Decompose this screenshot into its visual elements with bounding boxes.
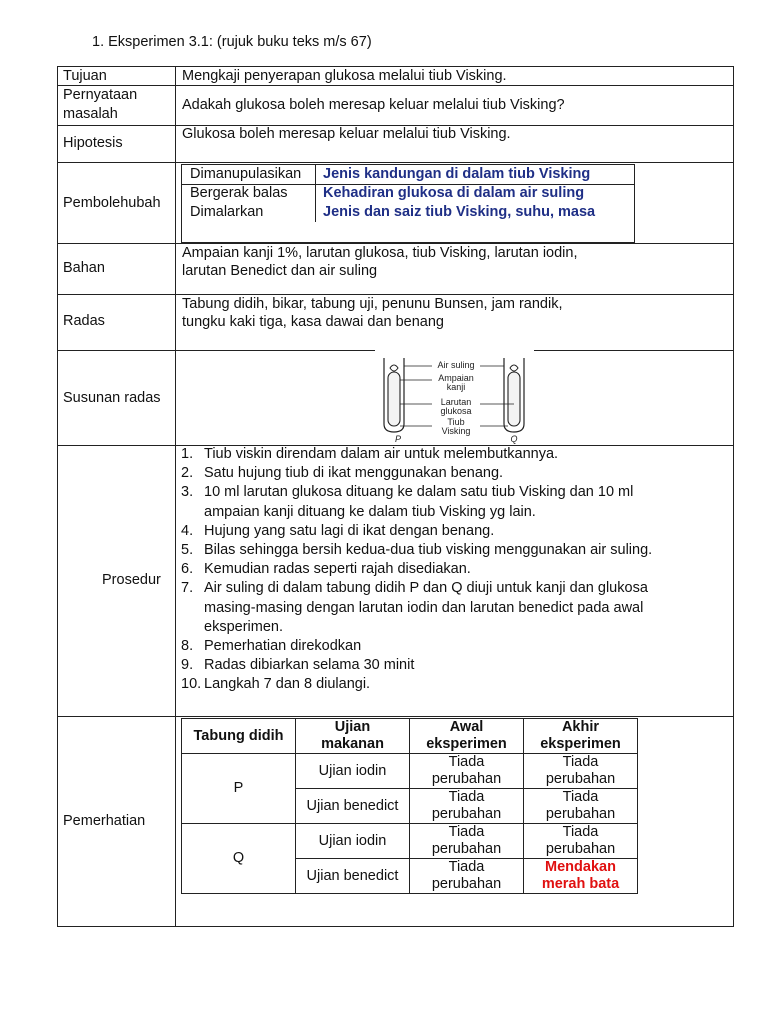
- test-cell: Ujian iodin: [296, 824, 410, 859]
- bahan-line-1: Ampaian kanji 1%, larutan glukosa, tiub Visking, larutan iodin,: [182, 245, 578, 261]
- variable-key: Dimalarkan: [190, 204, 264, 220]
- variable-key: Dimanupulasikan: [190, 166, 302, 182]
- radas-label: Radas: [63, 313, 105, 329]
- pernyataan-text: Adakah glukosa boleh meresap keluar melalui tiub Visking?: [182, 97, 565, 113]
- procedure-step: [181, 637, 701, 656]
- apparatus-diagram: [372, 348, 536, 444]
- procedure-step: [181, 483, 701, 521]
- test-cell: Ujian benedict: [296, 789, 410, 824]
- tube-label-q: Q: [510, 434, 518, 444]
- awal-cell: Tiada perubahan: [410, 754, 524, 789]
- test-cell: Ujian benedict: [296, 859, 410, 894]
- step-number: 2.: [181, 465, 194, 482]
- pernyataan-label-2: masalah: [63, 106, 118, 122]
- tujuan-text: Mengkaji penyerapan glukosa melalui tiub Visking.: [182, 68, 507, 84]
- diagram-label: Ampaian: [438, 373, 474, 383]
- diagram-label: Air suling: [437, 360, 475, 370]
- akhir-cell: Tiada perubahan: [524, 789, 638, 824]
- variables-table: [181, 164, 635, 243]
- diagram-label: Visking: [441, 426, 471, 436]
- variable-value: Kehadiran glukosa di dalam air suling: [323, 185, 585, 201]
- header-ujian: Ujian makanan: [296, 719, 410, 754]
- step-number: 9.: [181, 657, 194, 674]
- akhir-cell: Tiada perubahan: [524, 824, 638, 859]
- susunan-label: Susunan radas: [63, 390, 161, 406]
- step-number: 1.: [181, 446, 194, 462]
- test-cell: Ujian iodin: [296, 754, 410, 789]
- tube-cell: P: [182, 754, 296, 824]
- step-text: 10 ml larutan glukosa dituang ke dalam satu tiub Visking dan 10 ml: [204, 484, 634, 501]
- variable-row: [182, 184, 634, 203]
- table-row: [182, 824, 638, 859]
- prosedur-label: Prosedur: [102, 572, 161, 588]
- step-text: eksperimen.: [204, 618, 283, 635]
- pernyataan-label-1: Pernyataan: [63, 87, 138, 103]
- step-text: Kemudian radas seperti rajah disediakan.: [204, 561, 471, 578]
- tujuan-label: Tujuan: [63, 68, 107, 84]
- procedure-list: [181, 445, 701, 695]
- step-text: ampaian kanji dituang ke dalam tiub Visking yg lain.: [204, 503, 536, 520]
- bahan-label: Bahan: [63, 260, 105, 276]
- diagram-label: Tiub: [447, 417, 465, 427]
- procedure-step: [181, 579, 701, 637]
- awal-cell: Tiada perubahan: [410, 824, 524, 859]
- step-text: masing-masing dengan larutan iodin dan larutan benedict pada awal: [204, 599, 644, 616]
- variable-value: Jenis dan saiz tiub Visking, suhu, masa: [323, 204, 596, 220]
- procedure-step: [181, 464, 701, 483]
- table-row: [182, 754, 638, 789]
- pembolehubah-label: Pembolehubah: [63, 195, 161, 211]
- step-text: Hujung yang satu lagi di ikat dengan benang.: [204, 522, 495, 539]
- step-number: 4.: [181, 522, 194, 539]
- diagram-label: Larutan: [440, 397, 472, 407]
- bahan-line-2: larutan Benedict dan air suling: [182, 263, 378, 279]
- variable-row: [182, 165, 634, 185]
- akhir-cell-highlight: Mendakan merah bata: [524, 859, 638, 894]
- step-text: Bilas sehingga bersih kedua-dua tiub visking menggunakan air suling.: [204, 542, 653, 559]
- hipotesis-text: Glukosa boleh meresap keluar melalui tiub Visking.: [182, 126, 511, 142]
- diagram-label: glukosa: [440, 406, 472, 416]
- procedure-step: [181, 541, 701, 560]
- variable-row: [182, 203, 634, 222]
- radas-line-2: tungku kaki tiga, kasa dawai dan benang: [182, 314, 444, 330]
- page-heading: 1. Eksperimen 3.1: (rujuk buku teks m/s 67): [92, 34, 372, 50]
- procedure-step: [181, 522, 701, 541]
- step-text: Langkah 7 dan 8 diulangi.: [204, 676, 371, 693]
- diagram-label: kanji: [446, 382, 466, 392]
- step-number: 7.: [181, 580, 194, 597]
- step-number: 6.: [181, 561, 194, 578]
- header-awal: Awal eksperimen: [410, 719, 524, 754]
- awal-cell: Tiada perubahan: [410, 859, 524, 894]
- step-text: Radas dibiarkan selama 30 minit: [204, 657, 415, 674]
- step-text: Air suling di dalam tabung didih P dan Q diuji untuk kanji dan glukosa: [204, 580, 648, 597]
- procedure-step: [181, 656, 701, 675]
- procedure-step: [181, 675, 701, 694]
- variable-value: Jenis kandungan di dalam tiub Visking: [323, 166, 591, 182]
- step-text: Tiub viskin direndam dalam air untuk melembutkannya.: [204, 446, 559, 462]
- header-tabung: Tabung didih: [182, 719, 296, 754]
- observation-table: [181, 718, 638, 894]
- pemerhatian-label: Pemerhatian: [63, 813, 146, 829]
- step-text: Pemerhatian direkodkan: [204, 638, 362, 655]
- akhir-cell: Tiada perubahan: [524, 754, 638, 789]
- variable-key: Bergerak balas: [190, 185, 288, 201]
- step-number: 3.: [181, 484, 194, 501]
- step-number: 8.: [181, 638, 194, 655]
- procedure-step: [181, 445, 701, 464]
- header-akhir: Akhir eksperimen: [524, 719, 638, 754]
- tube-cell: Q: [182, 824, 296, 894]
- tube-label-p: P: [394, 434, 402, 444]
- step-text: Satu hujung tiub di ikat menggunakan benang.: [204, 465, 504, 482]
- step-number: 10.: [181, 676, 202, 693]
- hipotesis-label: Hipotesis: [63, 135, 123, 151]
- step-number: 5.: [181, 542, 194, 559]
- awal-cell: Tiada perubahan: [410, 789, 524, 824]
- procedure-step: [181, 560, 701, 579]
- radas-line-1: Tabung didih, bikar, tabung uji, penunu Bunsen, jam randik,: [182, 296, 563, 312]
